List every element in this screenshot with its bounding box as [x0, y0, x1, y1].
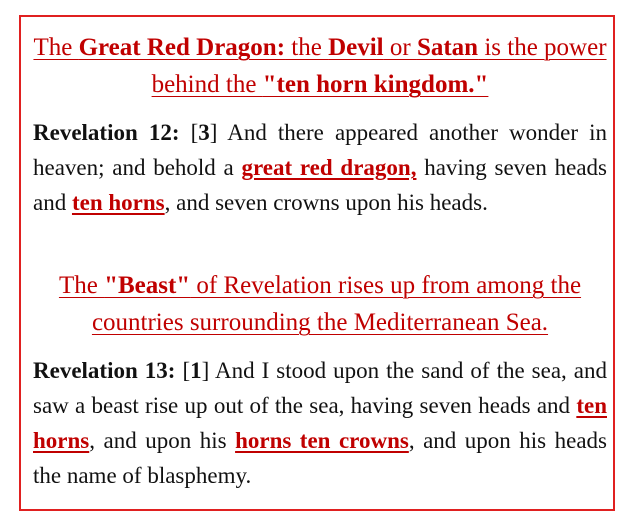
verse-text: , and upon his heads the name of blasphemy. [33, 428, 607, 488]
verse-revelation-12-3: Revelation 12: [3] And there appeared another wonder in heaven; and behold a great red dragon, having seven heads and ten horns, and seven crowns upon his heads. [33, 120, 608, 215]
heading-text: is the power behind the [151, 34, 607, 98]
verse-highlight: ten horns [71, 190, 165, 215]
heading-text: Great Red Dragon: [78, 34, 286, 61]
verse-highlight: horns ten crowns [235, 428, 409, 453]
heading-text: Satan [416, 34, 479, 61]
verse-reference: Revelation 12: [33, 120, 180, 145]
heading-text: the [285, 34, 329, 61]
verse-text: having seven heads and [33, 155, 607, 215]
heading-beast [33, 267, 607, 341]
verse-number: 3 [198, 120, 210, 145]
heading-text: "Beast" [104, 272, 191, 299]
verse-number: 1 [190, 358, 202, 383]
verse-highlight: great red dragon, [241, 155, 417, 180]
heading-text: "ten horn kingdom." [262, 71, 489, 98]
verse-revelation-13-1: Revelation 13: [1] And I stood upon the sand of the sea, and saw a beast rise up out of the sea, having seven heads and ten horns, and upon his horns ten crowns, and upon his heads the name of blasphemy. [33, 358, 608, 488]
verse-text: And there appeared another wonder in heaven; and behold a [33, 120, 608, 180]
heading-text: Devil [328, 34, 384, 61]
heading-text: or [383, 34, 417, 61]
verse-text: , and upon his [89, 428, 236, 453]
verse-highlight: ten horns [33, 393, 607, 453]
heading-text: of Revelation rises up from among the countries surrounding the Mediterranean Sea. [91, 272, 582, 336]
heading-text: The [33, 34, 79, 61]
verse-text: And I stood upon the sand of the sea, and saw a beast rise up out of the sea, having seven heads and [33, 358, 608, 418]
heading-great-red-dragon [33, 29, 607, 103]
verse-text: , and seven crowns upon his heads. [164, 190, 488, 215]
heading-text: The [58, 272, 105, 299]
verse-reference: Revelation 13: [33, 358, 176, 383]
